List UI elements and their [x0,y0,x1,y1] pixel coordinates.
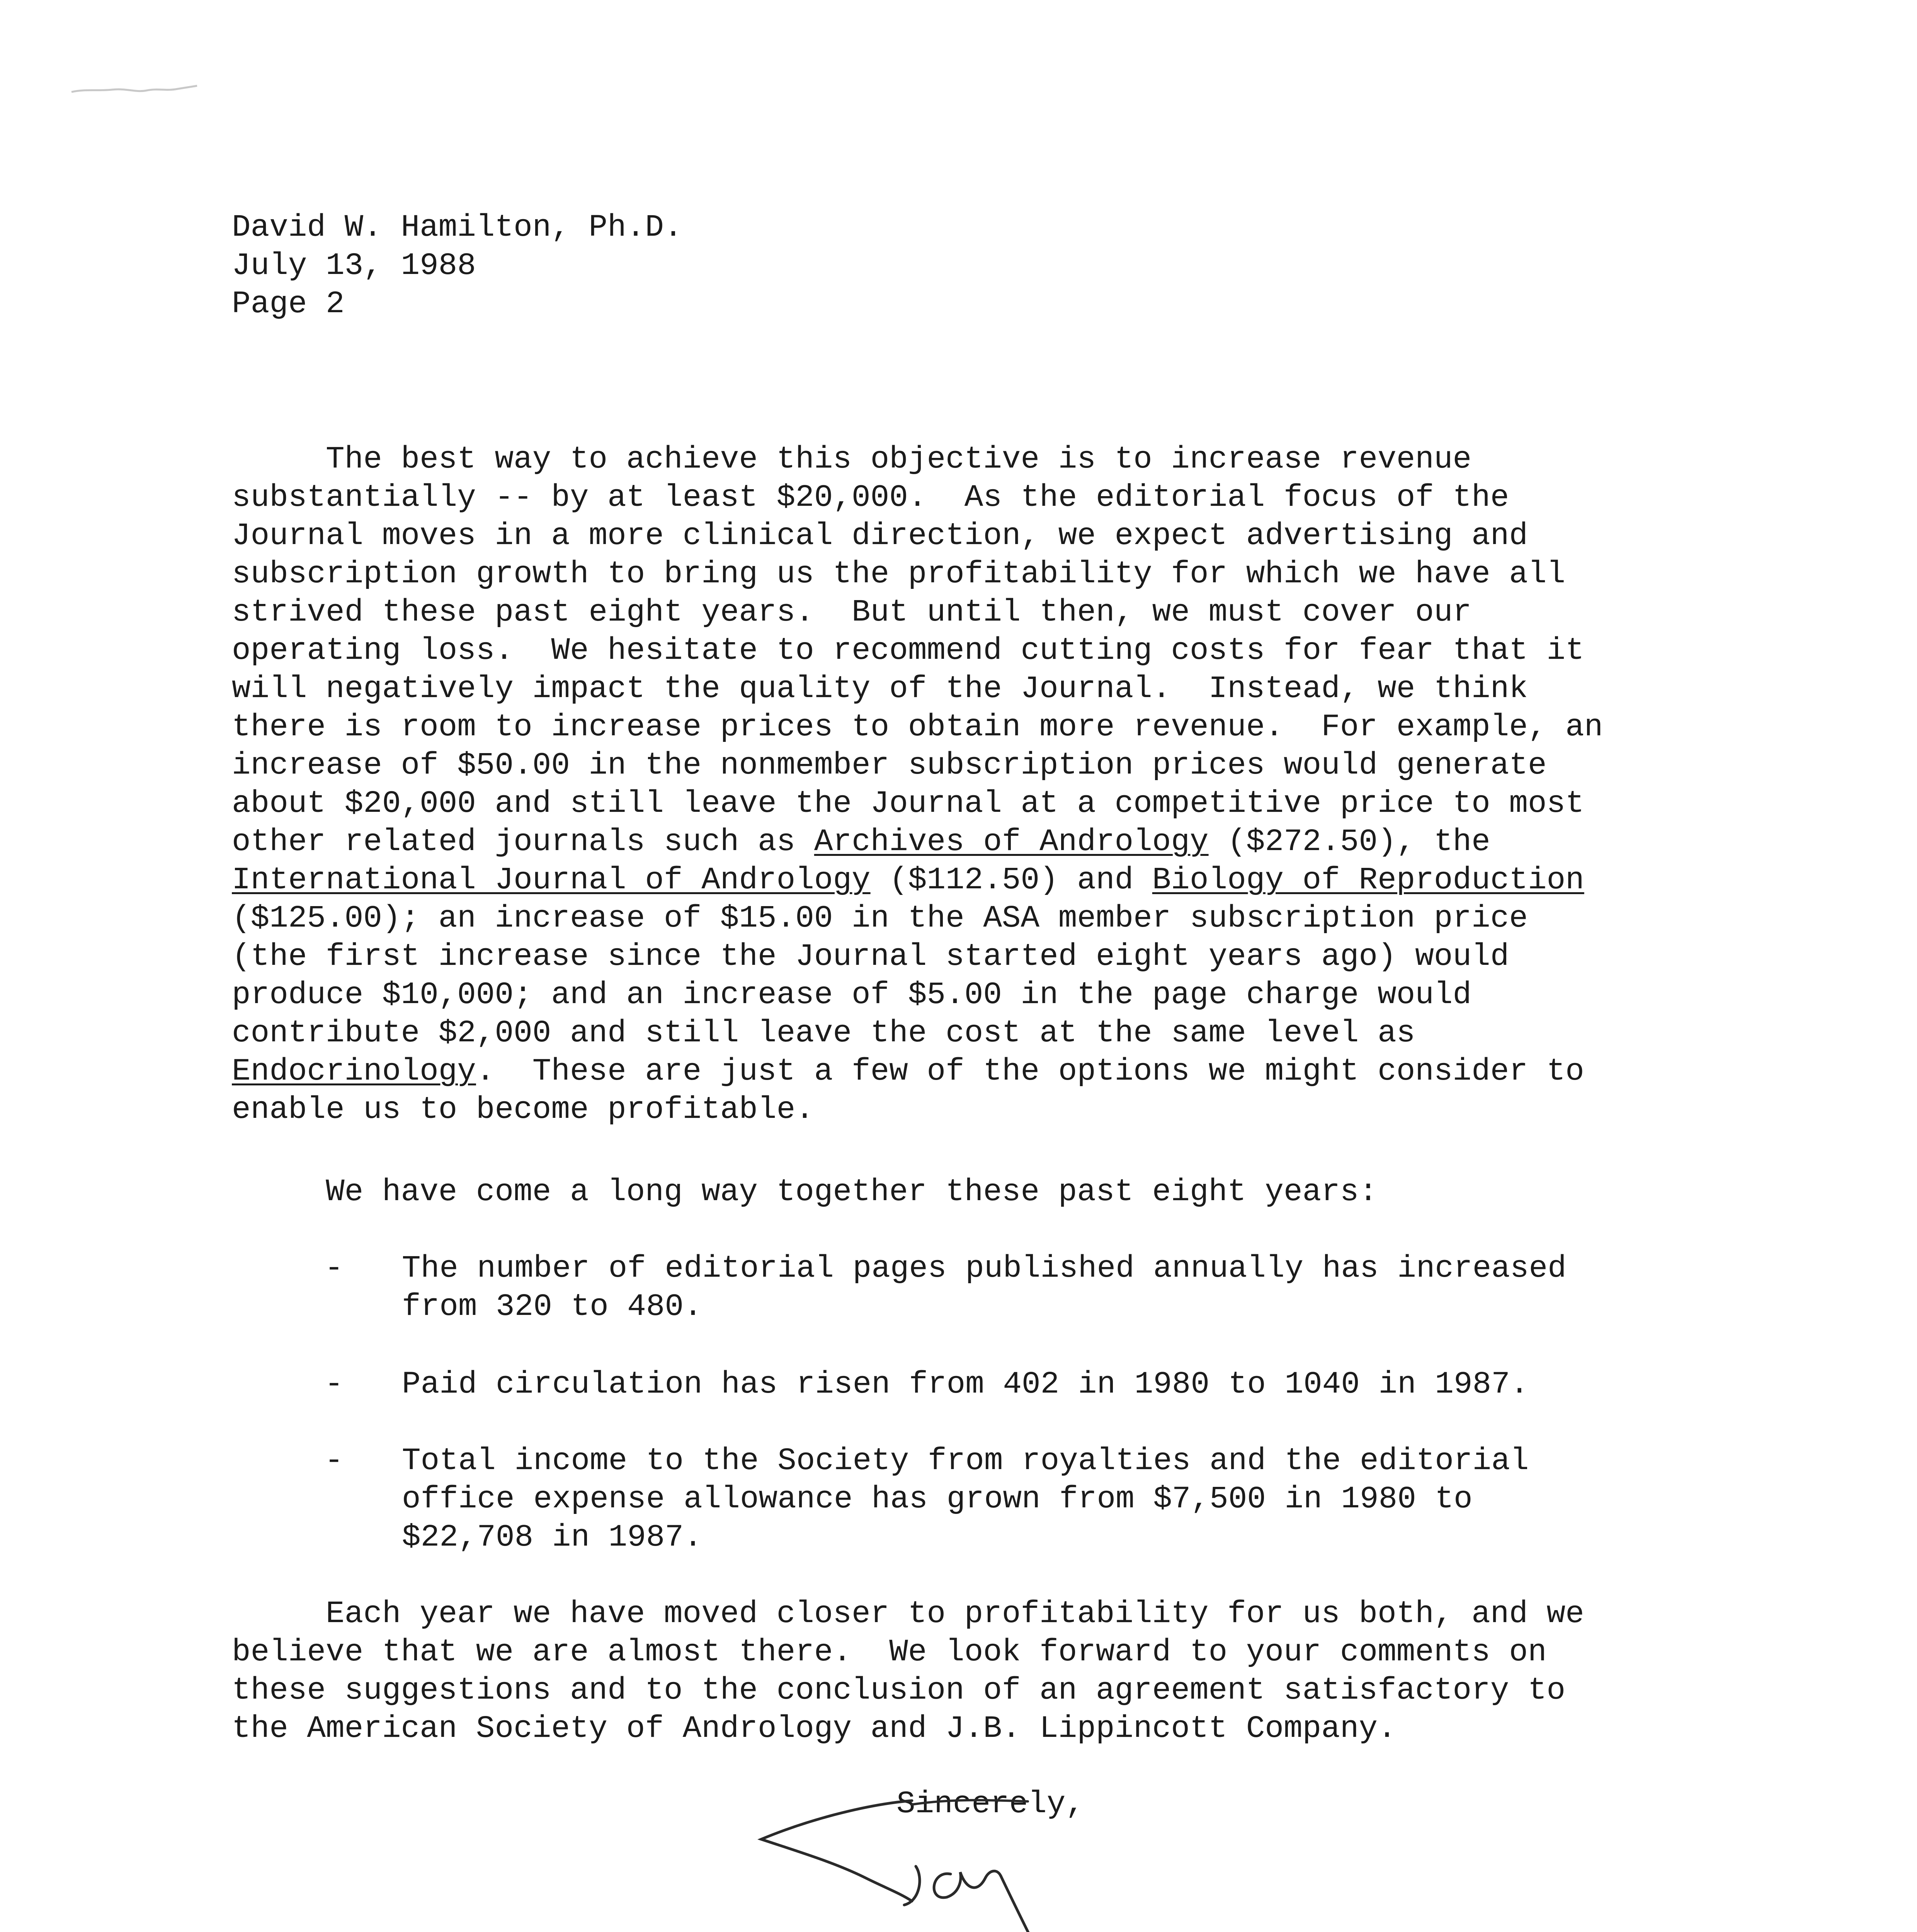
paragraph-2: We have come a long way together these past eight years: [232,1175,1378,1210]
letter-date: July 13, 1988 [232,248,476,284]
paragraph-3: Each year we have moved closer to profitability for us both, and we believe that we are almost there. We look forward to your comments on these suggestions and to the conclusion of an agreement satisfactory to the American Society of Andrology and J.B. Lippincott Company. [232,1597,1584,1747]
p1-line-5: strived these past eight years. But until then, we must cover our [232,595,1472,630]
p1-line-2: substantially -- by at least $20,000. As the editorial focus of the [232,480,1509,515]
letter-header [232,209,683,323]
p1-line-16: contribute $2,000 and still leave the cost at the same level as [232,1016,1415,1051]
p1-line-1: The best way to achieve this objective is to increase revenue [232,442,1472,477]
p1-line-14: (the first increase since the Journal started eight years ago) would [232,939,1509,975]
journal-title-international: International Journal of Andrology [232,863,871,898]
paragraph-1 [232,440,1603,1129]
bullet-dash: - [325,1367,344,1402]
recipient-name: David W. Hamilton, Ph.D. [232,210,683,245]
p1-line-11-pre: other related journals such as [232,825,814,860]
p1-line-18: enable us to become profitable. [232,1092,814,1128]
p1-line-11-post: ($272.50), the [1208,825,1490,860]
bullet-dash: - [325,1444,344,1479]
journal-title-biology: Biology of Reproduction [1152,863,1584,898]
bullet-text: The number of editorial pages published annually has increased from 320 to 480. [402,1251,1567,1325]
bullet-text: Paid circulation has risen from 402 in 1980 to 1040 in 1987. [402,1367,1529,1402]
page-number: Page 2 [232,287,345,322]
journal-title-endocrinology: Endocrinology [232,1054,476,1089]
bullet-dash: - [325,1251,344,1286]
p1-line-8: there is room to increase prices to obtain more revenue. For example, an [232,710,1603,745]
bullet-text: Total income to the Society from royalties and the editorial office expense allowance has grown from $7,500 in 1980 to $22,708 in 1987. [402,1444,1529,1555]
p1-line-15: produce $10,000; and an increase of $5.00 in the page charge would [232,978,1472,1013]
p1-line-4: subscription growth to bring us the profitability for which we have all [232,557,1566,592]
bullet-item [232,1442,1529,1595]
p1-line-9: increase of $50.00 in the nonmember subscription prices would generate [232,748,1547,783]
p1-line-17-post: . These are just a few of the options we might consider to [476,1054,1584,1089]
p1-line-7: will negatively impact the quality of the Journal. Instead, we think [232,672,1528,707]
p1-line-6: operating loss. We hesitate to recommend cutting costs for fear that it [232,633,1584,668]
p1-line-10: about $20,000 and still leave the Journal at a competitive price to most [232,786,1584,821]
corner-scribble [70,77,201,100]
closing-salutation: Sincerely, [896,1787,1085,1822]
handwritten-signature [750,1777,1175,1932]
p1-line-3: Journal moves in a more clinical direction, we expect advertising and [232,519,1528,554]
journal-title-archives: Archives of Andrology [814,825,1209,860]
p1-line-12-mid: ($112.50) and [870,863,1152,898]
p1-line-13: ($125.00); an increase of $15.00 in the ASA member subscription price [232,901,1528,936]
